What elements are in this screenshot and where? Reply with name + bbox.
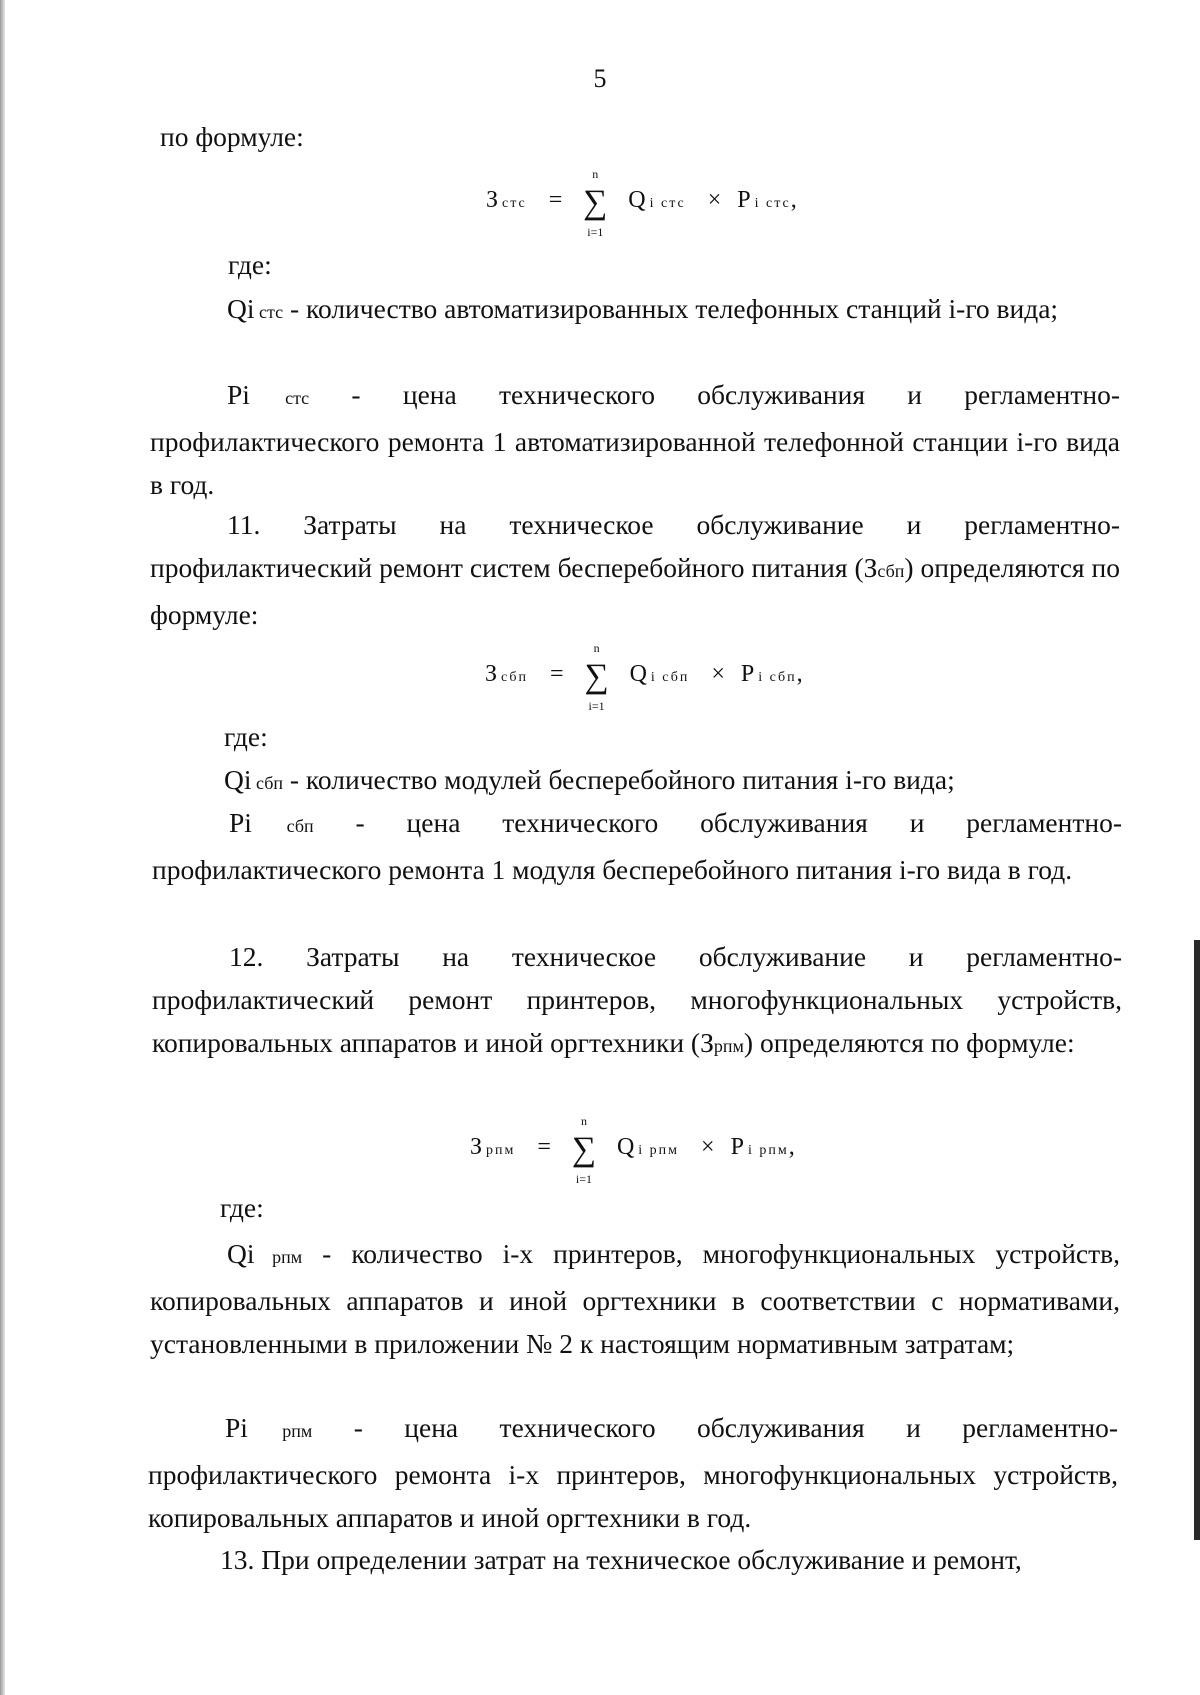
formula-rpm-z: З	[470, 1134, 483, 1160]
item-13: 13. При определении затрат на техническое обслуживание и ремонт,	[220, 1544, 1022, 1575]
item-12	[152, 935, 1122, 1068]
item-11	[150, 503, 1120, 636]
definition-text: - цена технического обслуживания и регламентно-профилактического ремонта 1 автоматизированной телефонной станции i-го вида в год.	[150, 379, 1127, 500]
formula-sbp-p: P	[740, 661, 755, 687]
sigma-icon: ∑ n i=1	[578, 186, 612, 220]
formula-stc-sum-bottom: i=1	[587, 225, 604, 239]
formula-rpm-q-sub: i рпм	[638, 1143, 680, 1158]
formula-rpm-times: ×	[701, 1134, 715, 1160]
formula-rpm-sum-top: n	[580, 1114, 587, 1128]
formula-sbp-q-sub: i сбп	[650, 670, 690, 685]
formula-stc-sum-top: n	[592, 167, 599, 181]
formula-rpm-eq: =	[537, 1134, 551, 1160]
formula-stc-z: З	[486, 187, 499, 213]
formula-stc-z-sub: стс	[502, 196, 527, 211]
scan-edge-left	[0, 0, 5, 1695]
formula-sbp-comma: ,	[796, 661, 803, 687]
where-label-2: где:	[224, 721, 268, 752]
formula-stc-q: Q	[628, 187, 646, 213]
item-12-text: 12. Затраты на техническое обслуживание и регламентно-профилактический ремонт принтеров, многофункциональных устройств, копировальных аппаратов и иной оргтехники (З	[152, 941, 1122, 1058]
sigma-icon: ∑ n i=1	[580, 660, 614, 694]
symbol-q: Qi	[224, 764, 252, 795]
definition-q-stc	[150, 287, 1120, 334]
formula-stc-q-sub: i стс	[649, 196, 686, 211]
scan-edge-right	[1194, 940, 1200, 1540]
symbol-p-sub: рпм	[247, 1421, 313, 1441]
definition-text: - цена технического обслуживания и регламентно-профилактического ремонта i-х принтеров, многофункциональных устройств, копировальных аппаратов и иной оргтехники в год.	[148, 1412, 1125, 1533]
item-12-sub: рпм	[713, 1036, 744, 1056]
symbol-p-sub: сбп	[251, 816, 314, 836]
formula-rpm-comma: ,	[788, 1134, 795, 1160]
page-number: 5	[593, 64, 607, 93]
formula-stc-comma: ,	[790, 187, 797, 213]
item-11-sub: сбп	[877, 561, 905, 581]
definition-p-rpm	[148, 1406, 1125, 1539]
formula-sbp	[485, 641, 803, 713]
formula-stc-times: ×	[707, 187, 722, 213]
item-11-text: 11. Затраты на техническое обслуживание и регламентно-профилактический ремонт систем бесперебойного питания (З	[150, 509, 1120, 583]
symbol-q: Qi	[227, 293, 255, 324]
formula-sbp-sum-top: n	[593, 641, 600, 655]
formula-rpm	[470, 1114, 795, 1186]
formula-stc	[486, 167, 797, 239]
formula-sbp-q: Q	[629, 661, 647, 687]
formula-rpm-p: P	[730, 1134, 744, 1160]
symbol-p: Pi	[227, 379, 250, 410]
formula-sbp-z: З	[485, 661, 498, 687]
formula-sbp-p-sub: i сбп	[758, 670, 797, 685]
formula-sbp-times: ×	[711, 661, 725, 687]
definition-p-stc	[150, 373, 1127, 506]
symbol-p-sub: стс	[249, 388, 310, 408]
symbol-p: Pi	[225, 1412, 248, 1443]
definition-q-sbp	[224, 758, 955, 805]
symbol-q: Qi	[227, 1238, 255, 1269]
definition-text: - цена технического обслуживания и регламентно-профилактического ремонта 1 модуля бесперебойного питания i-го вида в год.	[152, 807, 1122, 885]
definition-q-rpm	[150, 1232, 1120, 1365]
where-label-1: где:	[228, 249, 272, 280]
formula-stc-p: P	[737, 187, 751, 213]
intro-line: по формуле:	[160, 121, 304, 152]
symbol-q-sub: сбп	[251, 773, 283, 793]
definition-text: - количество автоматизированных телефонных станций i-го вида;	[283, 293, 1059, 324]
formula-sbp-sum-bottom: i=1	[588, 699, 605, 713]
where-label-3: где:	[220, 1192, 264, 1223]
formula-stc-p-sub: i стс	[754, 196, 791, 211]
formula-rpm-q: Q	[616, 1134, 635, 1160]
item-12-tail: ) определяются по формуле:	[743, 1027, 1075, 1058]
formula-sbp-z-sub: сбп	[501, 670, 529, 685]
formula-rpm-z-sub: рпм	[486, 1143, 516, 1158]
formula-stc-eq: =	[548, 187, 563, 213]
definition-text: - количество модулей бесперебойного питания i-го вида;	[283, 764, 955, 795]
definition-text: - количество i-х принтеров, многофункциональных устройств, копировальных аппаратов и иной оргтехники в соответствии с нормативами, установленными в приложении № 2 к настоящим нормативным затратам;	[150, 1238, 1120, 1359]
definition-p-sbp	[152, 801, 1122, 891]
formula-sbp-eq: =	[550, 661, 564, 687]
sigma-icon: ∑ n i=1	[567, 1133, 601, 1167]
symbol-p: Pi	[229, 807, 252, 838]
item-11-tail: ) определяются по формуле:	[150, 552, 1120, 630]
formula-rpm-p-sub: i рпм	[747, 1143, 789, 1158]
symbol-q-sub: рпм	[254, 1247, 303, 1267]
symbol-q-sub: стс	[254, 302, 284, 322]
formula-rpm-sum-bottom: i=1	[575, 1172, 592, 1186]
